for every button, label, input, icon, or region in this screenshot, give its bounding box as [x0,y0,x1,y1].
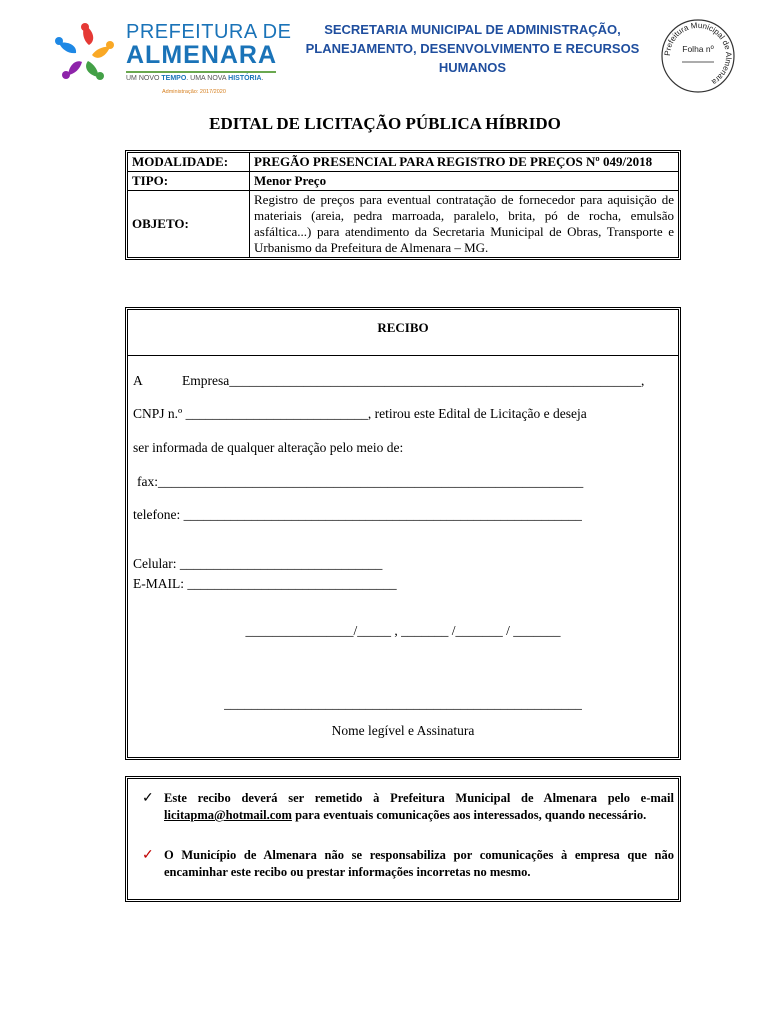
row-tipo [128,172,679,191]
note-remeter: ✓ Este recibo deverá ser remetido à Prefeitura Municipal de Almenara pelo e-mail licitapma@hotmail.com para eventuais comunicações aos interessados, quando necessário. [142,791,674,822]
logo-administration: Administração: 2017/2020 [162,89,226,95]
tipo-value: Menor Preço [250,172,679,191]
document-title: EDITAL DE LICITAÇÃO PÚBLICA HÍBRIDO [209,114,561,133]
row-objeto [128,191,679,258]
municipality-logo [40,15,292,100]
modalidade-label: MODALIDADE: [128,153,250,172]
recibo-title: RECIBO [377,320,429,335]
row-modalidade [128,153,679,172]
check-icon: ✓ [142,848,154,863]
logo-prefix: PREFEITURA DE [126,21,292,43]
logo-people-icon [54,21,116,83]
objeto-label: OBJETO: [128,191,250,258]
signature-field[interactable]: _____________________________________________________ [224,696,582,711]
informada-text: ser informada de qualquer alteração pelo meio de: [133,440,404,455]
email-link[interactable]: licitapma@hotmail.com [164,808,292,822]
recibo-form [127,309,679,758]
stamp-seal-icon [660,18,736,94]
empresa-field[interactable]: Empresa_____________________________________________________________, [182,373,645,388]
recibo-divider [128,355,678,356]
empresa-a-label: A [133,373,143,388]
logo-slogan: UM NOVO TEMPO. UMA NOVA HISTÓRIA. [126,75,264,82]
email-field[interactable]: E-MAIL: _______________________________ [133,576,397,591]
check-icon: ✓ [142,791,154,806]
date-field[interactable]: ________________/_____ , _______ /_______ / _______ [245,623,561,638]
stamp-ring-text: Prefeitura Municipal de Almenara [662,20,734,87]
page-stamp [660,18,736,94]
tipo-label: TIPO: [128,172,250,191]
secretaria-heading: SECRETARIA MUNICIPAL DE ADMINISTRAÇÃO, PLANEJAMENTO, DESENVOLVIMENTO E RECURSOS HUMANOS [305,22,640,75]
fax-field[interactable]: fax:_______________________________________________________________ [137,474,584,489]
note-responsabilidade: ✓ O Município de Almenara não se responsabiliza por comunicações à empresa que não encaminhar este recibo ou prestar informações incorretas no mesmo. [142,848,674,879]
objeto-value: Registro de preços para eventual contratação de fornecedor para aquisição de materiais (areia, pedra marroada, paralelo, brita, pó de rocha, emulsão asfáltica...) para atendimento da Secretaria Municipal de Obras, Transporte e Urbanismo da Prefeitura de Almenara – MG. [250,191,679,258]
telefone-field[interactable]: telefone: ___________________________________________________________ [133,507,582,522]
celular-field[interactable]: Celular: ______________________________ [133,556,383,571]
modalidade-value: PREGÃO PRESENCIAL PARA REGISTRO DE PREÇOS Nº 049/2018 [250,153,679,172]
cnpj-field[interactable]: CNPJ n.º ___________________________, retirou este Edital de Licitação e deseja [133,406,587,421]
logo-name: ALMENARA [126,41,278,69]
edital-info-table [127,152,679,258]
logo-divider [126,71,276,73]
notes-box [127,778,679,900]
stamp-label: Folha nº [682,44,714,54]
signature-label: Nome legível e Assinatura [331,723,475,738]
